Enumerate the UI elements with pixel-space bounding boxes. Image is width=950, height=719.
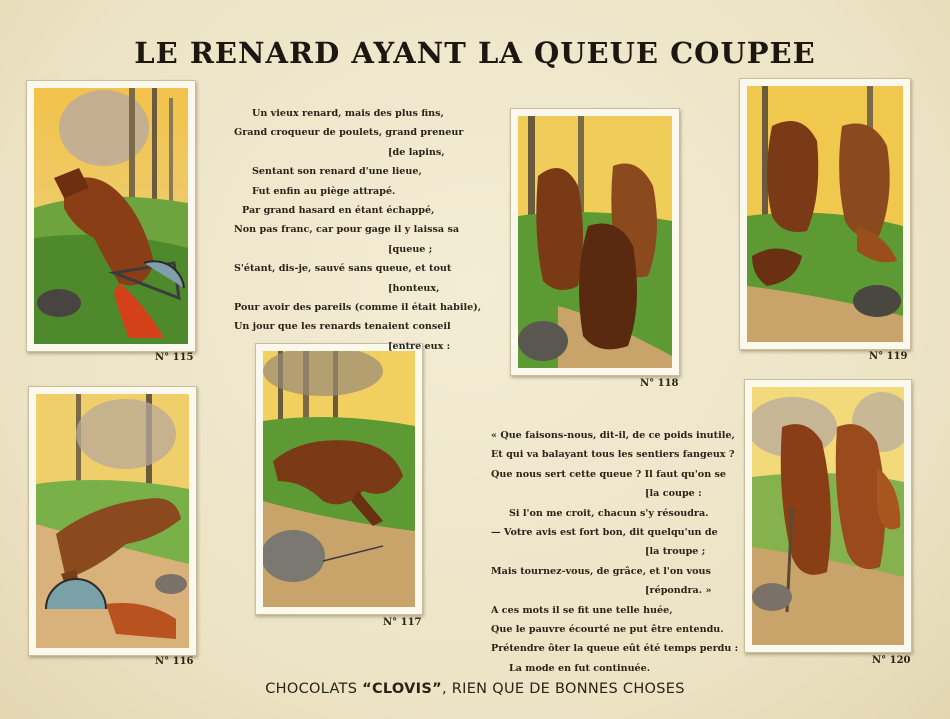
card-116: [28, 386, 197, 656]
page-title: LE RENARD AYANT LA QUEUE COUPEE: [134, 36, 816, 70]
verse-line: [queue ;: [388, 243, 433, 255]
verse-line: [de lapins,: [388, 146, 445, 158]
card-118: [510, 108, 680, 376]
verse-line: « Que faisons-nous, dit-il, de ce poids inutile,: [491, 430, 735, 441]
footer-brand: “CLOVIS”: [362, 681, 442, 697]
verse-line: Non pas franc, car pour gage il y laissa sa: [234, 224, 460, 236]
verse-line: A ces mots il se fit une telle huée,: [491, 604, 673, 616]
card-number-116: N° 116: [155, 656, 194, 667]
verse-line: Grand croqueur de poulets, grand preneur: [234, 127, 464, 139]
card-number-119: N° 119: [869, 351, 908, 362]
card-119: [739, 78, 911, 350]
footer-slogan: [0, 681, 950, 697]
card-120: [744, 379, 912, 653]
illustration-foxes-laughing: [752, 387, 904, 645]
card-117: [255, 343, 423, 615]
illustration-foxes-gathering: [518, 116, 672, 368]
verse-line: Un vieux renard, mais des plus fins,: [252, 108, 444, 119]
verse-line: Et qui va balayant tous les sentiers fangeux ?: [491, 449, 735, 461]
footer-prefix: CHOCOLATS: [265, 681, 363, 697]
verse-line: Pour avoir des pareils (comme il était habile),: [234, 302, 482, 314]
verse-line: Fut enfin au piège attrapé.: [252, 185, 396, 197]
verse-block-2: [491, 426, 738, 678]
card-number-120: N° 120: [872, 655, 911, 666]
verse-line: [entre eux :: [388, 340, 451, 352]
verse-line: [la troupe ;: [645, 546, 706, 558]
verse-line: Que nous sert cette queue ? Il faut qu'on se: [491, 468, 727, 480]
illustration-fox-fleeing-trap: [36, 394, 189, 648]
illustration-fox-running: [263, 351, 415, 607]
verse-line: La mode en fut continuée.: [509, 662, 651, 674]
card-number-115: N° 115: [155, 352, 194, 363]
verse-line: [honteux,: [388, 282, 440, 294]
illustration-foxes-council: [747, 86, 903, 342]
verse-line: Prétendre ôter la queue eût été temps perdu :: [491, 643, 739, 655]
verse-line: Que le pauvre écourté ne put être entendu.: [491, 624, 724, 636]
verse-line: Mais tournez-vous, de grâce, et l'on vous: [491, 565, 711, 577]
verse-line: [répondra. »: [645, 585, 712, 597]
verse-line: — Votre avis est fort bon, dit quelqu'un de: [491, 527, 718, 539]
verse-line: Sentant son renard d'une lieue,: [252, 166, 422, 178]
card-115: [26, 80, 196, 352]
verse-line: Si l'on me croit, chacun s'y résoudra.: [509, 507, 709, 519]
verse-line: S'étant, dis-je, sauvé sans queue, et tout: [234, 263, 452, 275]
footer-suffix: , RIEN QUE DE BONNES CHOSES: [441, 681, 685, 697]
verse-line: Un jour que les renards tenaient conseil: [234, 321, 451, 333]
verse-block-1: [234, 104, 481, 356]
card-number-117: N° 117: [383, 617, 422, 628]
illustration-fox-in-trap: [34, 88, 188, 344]
card-number-118: N° 118: [640, 378, 679, 389]
verse-line: Par grand hasard en étant échappé,: [242, 205, 435, 217]
verse-line: [la coupe :: [645, 488, 702, 500]
